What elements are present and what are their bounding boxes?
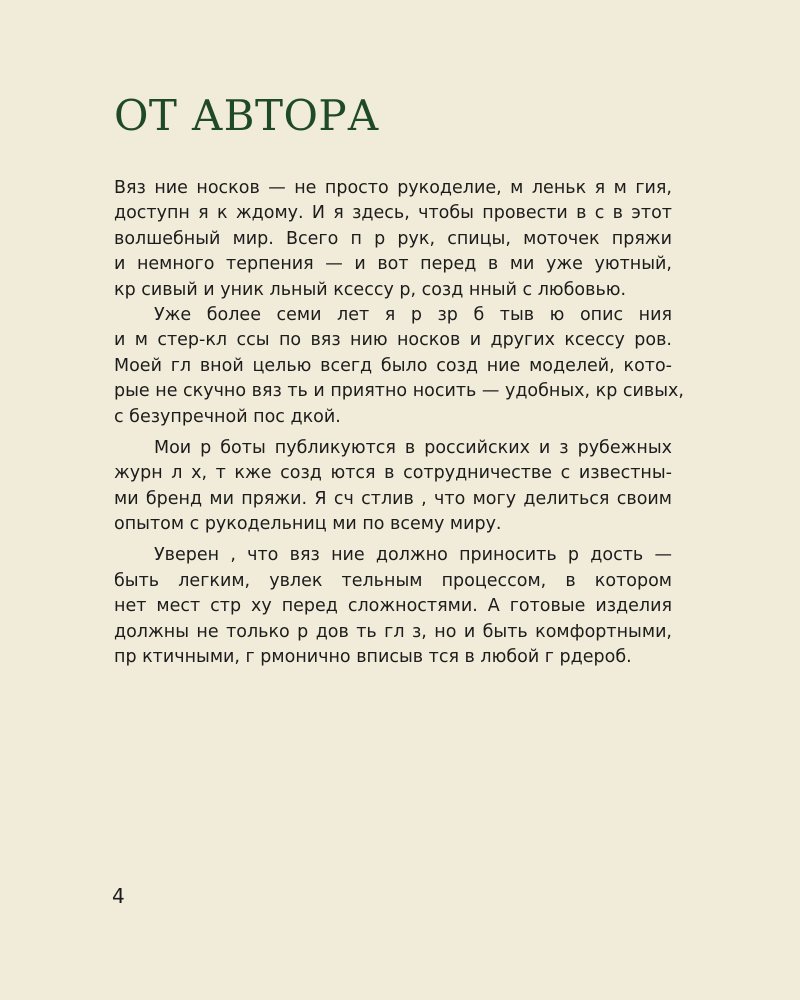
- paragraph-1-line-3: волшебный мир. Всего п р рук, спицы, моточек пряжи: [114, 228, 672, 249]
- paragraph-3-line-3: ми бренд ми пряжи. Я сч стлив , что могу делиться своим: [114, 488, 672, 509]
- body-text: [114, 176, 684, 670]
- paragraph-3-line-1: Мои р боты публикуются в российских и з рубежных: [154, 437, 672, 458]
- paragraph-2-line-3: Моей гл вной целью всегд было созд ние моделей, кото-: [114, 355, 672, 376]
- paragraph-3-line-2: журн л х, т кже созд ются в сотрудничестве с известны-: [114, 463, 672, 484]
- paragraph-2-line-1: Уже более семи лет я р зр б тыв ю опис ния: [154, 304, 672, 325]
- paragraph-3-line-4: опытом с рукодельниц ми по всему миру.: [114, 514, 502, 535]
- paragraph-4-line-5: пр ктичными, г рмонично вписыв тся в любой г рдероб.: [114, 647, 632, 668]
- paragraph-4-line-4: должны не только р дов ть гл з, но и быть комфортными,: [114, 621, 672, 642]
- paragraph-1-line-1: Вяз ние носков — не просто рукоделие, м леньк я м гия,: [114, 178, 672, 198]
- paragraph-4-line-3: нет мест стр ху перед сложностями. А готовые изделия: [114, 596, 672, 617]
- paragraph-2-line-4: рые не скучно вяз ть и приятно носить — удобных, кр сивых,: [114, 381, 684, 402]
- paragraph-4-line-2: быть легким, увлек тельным процессом, в котором: [114, 570, 672, 591]
- paragraph-2-line-2: и м стер-кл ссы по вяз нию носков и других ксессу ров.: [114, 330, 672, 351]
- paragraph-1-line-5: кр сивый и уник льный ксессу р, созд нный с любовью.: [114, 279, 627, 300]
- page-title: ОТ АВТОРА: [114, 91, 380, 140]
- paragraph-2-line-5: с безупречной пос дкой.: [114, 406, 341, 427]
- paragraph-1-line-4: и немного терпения — и вот перед в ми уже уютный,: [114, 254, 672, 275]
- page-number: 4: [112, 884, 125, 908]
- paragraph-4-line-1: Уверен , что вяз ние должно приносить р дость —: [154, 545, 672, 566]
- paragraph-1-line-2: доступн я к ждому. И я здесь, чтобы провести в с в этот: [114, 203, 672, 224]
